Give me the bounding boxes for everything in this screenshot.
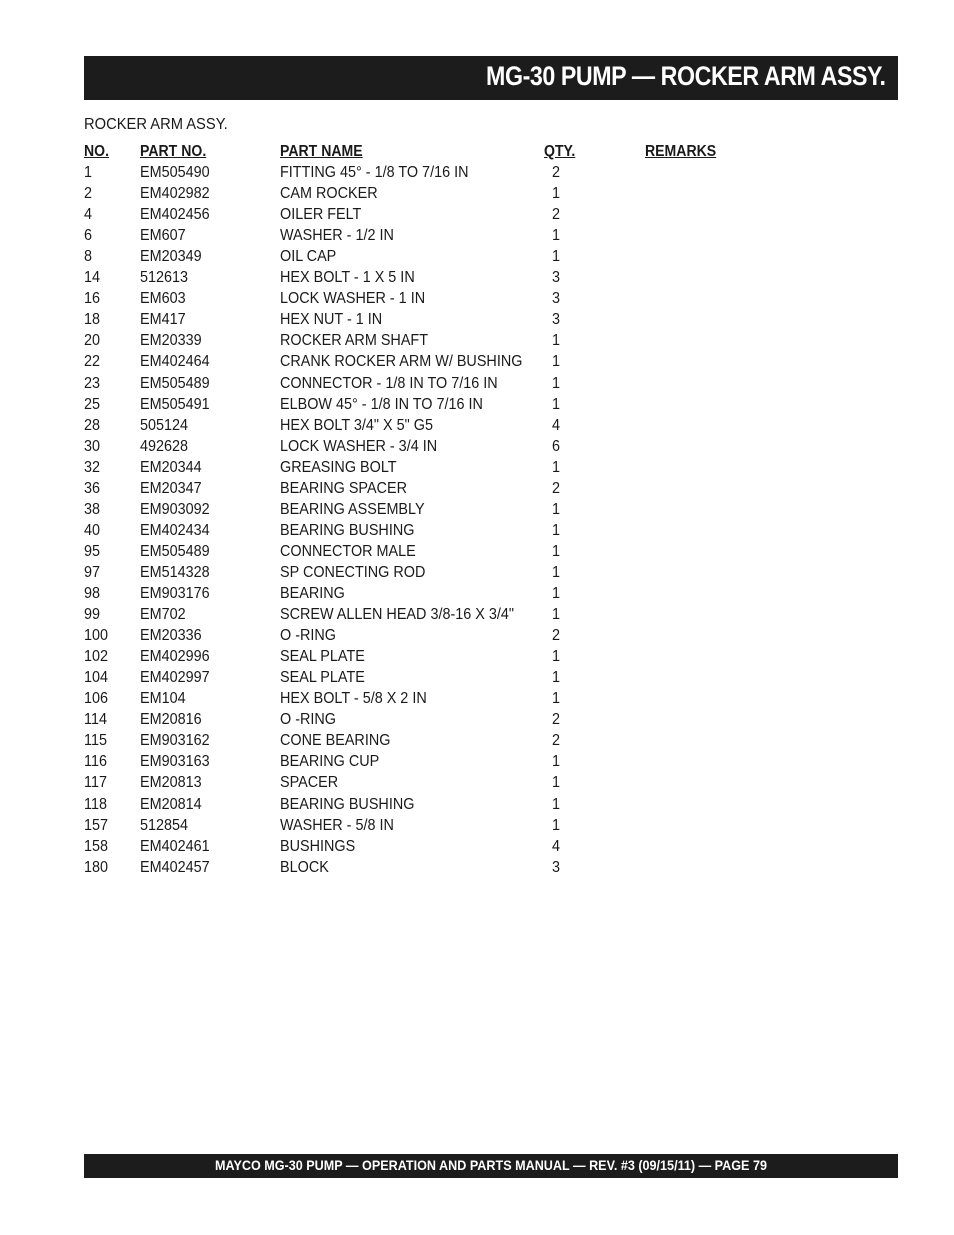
cell-part-name: SPACER — [280, 774, 339, 792]
cell-no: 20 — [84, 332, 101, 350]
cell-part-name: BEARING ASSEMBLY — [280, 500, 425, 518]
cell-no: 8 — [84, 248, 93, 266]
cell-part-name: CONE BEARING — [280, 732, 391, 750]
cell-part-no: EM505489 — [140, 374, 210, 392]
table-row — [0, 669, 954, 690]
cell-qty: 1 — [552, 500, 561, 518]
cell-no: 32 — [84, 458, 101, 476]
cell-no: 4 — [84, 206, 93, 224]
cell-part-no: 512613 — [140, 269, 189, 287]
cell-part-no: EM20349 — [140, 248, 202, 266]
cell-qty: 4 — [552, 837, 561, 855]
table-row — [0, 817, 954, 838]
table-row — [0, 774, 954, 795]
cell-part-no: EM417 — [140, 311, 186, 329]
cell-qty: 1 — [552, 753, 561, 771]
table-row — [0, 753, 954, 774]
cell-part-name: FITTING 45° - 1/8 TO 7/16 IN — [280, 164, 469, 181]
cell-part-name: CONNECTOR - 1/8 IN TO 7/16 IN — [280, 374, 498, 392]
cell-qty: 1 — [552, 458, 561, 476]
cell-no: 14 — [84, 269, 101, 287]
cell-qty: 1 — [552, 774, 561, 792]
cell-qty: 1 — [552, 606, 561, 624]
cell-part-no: EM505491 — [140, 395, 210, 413]
cell-part-no: EM903176 — [140, 585, 210, 602]
cell-qty: 2 — [552, 479, 561, 497]
table-row — [0, 248, 954, 269]
table-row — [0, 480, 954, 501]
cell-part-name: HEX BOLT - 5/8 X 2 IN — [280, 690, 427, 708]
cell-no: 158 — [84, 837, 109, 855]
cell-part-name: SEAL PLATE — [280, 648, 365, 666]
table-row — [0, 585, 954, 606]
cell-no: 95 — [84, 542, 101, 560]
cell-part-no: EM402982 — [140, 185, 210, 203]
table-row — [0, 522, 954, 543]
table-row — [0, 711, 954, 732]
cell-part-name: HEX BOLT 3/4" X 5" G5 — [280, 416, 433, 434]
cell-part-no: EM402997 — [140, 669, 210, 687]
table-row — [0, 732, 954, 753]
cell-part-name: BEARING SPACER — [280, 479, 407, 497]
cell-part-no: EM402461 — [140, 837, 210, 855]
table-row — [0, 164, 954, 185]
table-row — [0, 838, 954, 859]
cell-part-no: EM104 — [140, 690, 186, 708]
cell-part-name: BEARING BUSHING — [280, 521, 415, 539]
cell-no: 30 — [84, 437, 101, 455]
table-row — [0, 648, 954, 669]
cell-part-name: ROCKER ARM SHAFT — [280, 332, 429, 350]
cell-part-no: EM402464 — [140, 353, 210, 371]
cell-qty: 1 — [552, 248, 561, 266]
table-row — [0, 227, 954, 248]
cell-qty: 1 — [552, 563, 561, 581]
cell-no: 6 — [84, 227, 93, 245]
table-row — [0, 290, 954, 311]
cell-qty: 3 — [552, 858, 561, 876]
cell-qty: 2 — [552, 164, 561, 181]
cell-part-no: 512854 — [140, 816, 189, 834]
cell-qty: 4 — [552, 416, 561, 434]
cell-part-no: 505124 — [140, 416, 189, 434]
table-row — [0, 859, 954, 880]
table-row — [0, 353, 954, 374]
table-row — [0, 206, 954, 227]
cell-part-name: SCREW ALLEN HEAD 3/8-16 X 3/4" — [280, 606, 515, 624]
cell-no: 22 — [84, 353, 101, 371]
cell-part-name: OIL CAP — [280, 248, 337, 266]
cell-part-name: SEAL PLATE — [280, 669, 365, 687]
section-label: ROCKER ARM ASSY. — [84, 116, 228, 133]
cell-no: 116 — [84, 753, 107, 771]
cell-no: 36 — [84, 479, 101, 497]
cell-part-name: HEX NUT - 1 IN — [280, 311, 383, 329]
cell-part-no: EM607 — [140, 227, 186, 245]
cell-part-name: ELBOW 45° - 1/8 IN TO 7/16 IN — [280, 395, 483, 413]
cell-no: 28 — [84, 416, 101, 434]
column-header-part-no: PART NO. — [140, 143, 207, 160]
cell-qty: 2 — [552, 206, 561, 224]
cell-qty: 1 — [552, 395, 561, 413]
cell-part-name: BEARING BUSHING — [280, 795, 415, 813]
cell-part-name: OILER FELT — [280, 206, 362, 224]
cell-qty: 1 — [552, 521, 561, 539]
cell-no: 25 — [84, 395, 101, 413]
cell-part-name: GREASING BOLT — [280, 458, 397, 476]
cell-no: 1 — [84, 164, 93, 181]
column-header-part-name: PART NAME — [280, 143, 363, 160]
table-row — [0, 375, 954, 396]
cell-qty: 2 — [552, 627, 561, 645]
cell-no: 2 — [84, 185, 93, 203]
cell-part-no: EM903092 — [140, 500, 210, 518]
cell-no: 38 — [84, 500, 101, 518]
cell-part-name: O -RING — [280, 711, 336, 729]
cell-no: 97 — [84, 563, 101, 581]
table-row — [0, 606, 954, 627]
cell-part-name: WASHER - 5/8 IN — [280, 816, 394, 834]
cell-part-name: BLOCK — [280, 858, 329, 876]
cell-part-no: EM20347 — [140, 479, 202, 497]
page-title: MG-30 PUMP — ROCKER ARM ASSY. — [486, 61, 886, 91]
cell-qty: 1 — [552, 648, 561, 666]
cell-part-no: EM514328 — [140, 563, 210, 581]
table-row — [0, 501, 954, 522]
cell-qty: 3 — [552, 290, 561, 308]
cell-no: 117 — [84, 774, 107, 792]
cell-part-name: CRANK ROCKER ARM W/ BUSHING — [280, 353, 523, 371]
table-row — [0, 627, 954, 648]
cell-part-no: EM402457 — [140, 858, 210, 876]
cell-part-no: EM505489 — [140, 542, 210, 560]
cell-part-no: EM402434 — [140, 521, 210, 539]
cell-qty: 1 — [552, 227, 561, 245]
cell-part-no: EM20813 — [140, 774, 202, 792]
cell-qty: 3 — [552, 269, 561, 287]
cell-part-name: CONNECTOR MALE — [280, 542, 416, 560]
cell-no: 99 — [84, 606, 101, 624]
cell-no: 98 — [84, 585, 101, 602]
cell-no: 18 — [84, 311, 101, 329]
cell-part-no: EM903163 — [140, 753, 210, 771]
cell-part-no: EM402996 — [140, 648, 210, 666]
cell-part-no: EM20816 — [140, 711, 202, 729]
cell-qty: 1 — [552, 374, 561, 392]
cell-qty: 6 — [552, 437, 561, 455]
cell-part-no: EM402456 — [140, 206, 210, 224]
cell-no: 114 — [84, 711, 107, 729]
page-footer-bar — [84, 1154, 898, 1178]
column-header-no: NO. — [84, 143, 110, 160]
cell-no: 118 — [84, 795, 107, 813]
table-row — [0, 543, 954, 564]
cell-qty: 1 — [552, 542, 561, 560]
cell-part-name: SP CONECTING ROD — [280, 563, 426, 581]
cell-part-no: EM20339 — [140, 332, 202, 350]
cell-part-name: WASHER - 1/2 IN — [280, 227, 394, 245]
cell-qty: 1 — [552, 353, 561, 371]
cell-no: 106 — [84, 690, 109, 708]
cell-qty: 1 — [552, 795, 561, 813]
cell-qty: 1 — [552, 185, 561, 203]
cell-part-no: EM603 — [140, 290, 186, 308]
cell-part-name: BUSHINGS — [280, 837, 356, 855]
cell-part-name: LOCK WASHER - 1 IN — [280, 290, 426, 308]
table-row — [0, 311, 954, 332]
table-row — [0, 417, 954, 438]
cell-no: 100 — [84, 627, 109, 645]
cell-part-no: EM20814 — [140, 795, 202, 813]
cell-qty: 2 — [552, 732, 561, 750]
column-header-remarks: REMARKS — [645, 143, 717, 160]
table-row — [0, 438, 954, 459]
cell-qty: 3 — [552, 311, 561, 329]
cell-qty: 1 — [552, 585, 561, 602]
table-row — [0, 185, 954, 206]
footer-text: MAYCO MG-30 PUMP — OPERATION AND PARTS MANUAL — REV. #3 (09/15/11) — PAGE 79 — [215, 1157, 767, 1173]
cell-no: 157 — [84, 816, 109, 834]
cell-no: 104 — [84, 669, 109, 687]
column-header-qty: QTY. — [544, 143, 576, 160]
cell-part-no: EM20344 — [140, 458, 202, 476]
table-row — [0, 459, 954, 480]
cell-no: 180 — [84, 858, 109, 876]
page-header-bar — [84, 56, 898, 100]
cell-qty: 2 — [552, 711, 561, 729]
cell-part-name: BEARING — [280, 585, 345, 602]
cell-qty: 1 — [552, 669, 561, 687]
table-row — [0, 396, 954, 417]
table-row — [0, 269, 954, 290]
table-row — [0, 796, 954, 817]
cell-part-name: HEX BOLT - 1 X 5 IN — [280, 269, 415, 287]
cell-no: 115 — [84, 732, 107, 750]
cell-qty: 1 — [552, 816, 561, 834]
cell-qty: 1 — [552, 690, 561, 708]
cell-part-name: O -RING — [280, 627, 336, 645]
cell-part-no: EM903162 — [140, 732, 210, 750]
cell-part-name: BEARING CUP — [280, 753, 380, 771]
cell-part-no: EM20336 — [140, 627, 202, 645]
cell-no: 102 — [84, 648, 109, 666]
table-row — [0, 690, 954, 711]
cell-no: 16 — [84, 290, 101, 308]
cell-no: 40 — [84, 521, 101, 539]
cell-part-no: EM702 — [140, 606, 186, 624]
cell-part-no: 492628 — [140, 437, 189, 455]
table-row — [0, 564, 954, 585]
cell-part-no: EM505490 — [140, 164, 210, 181]
table-row — [0, 332, 954, 353]
cell-no: 23 — [84, 374, 101, 392]
cell-part-name: LOCK WASHER - 3/4 IN — [280, 437, 438, 455]
cell-qty: 1 — [552, 332, 561, 350]
cell-part-name: CAM ROCKER — [280, 185, 378, 203]
